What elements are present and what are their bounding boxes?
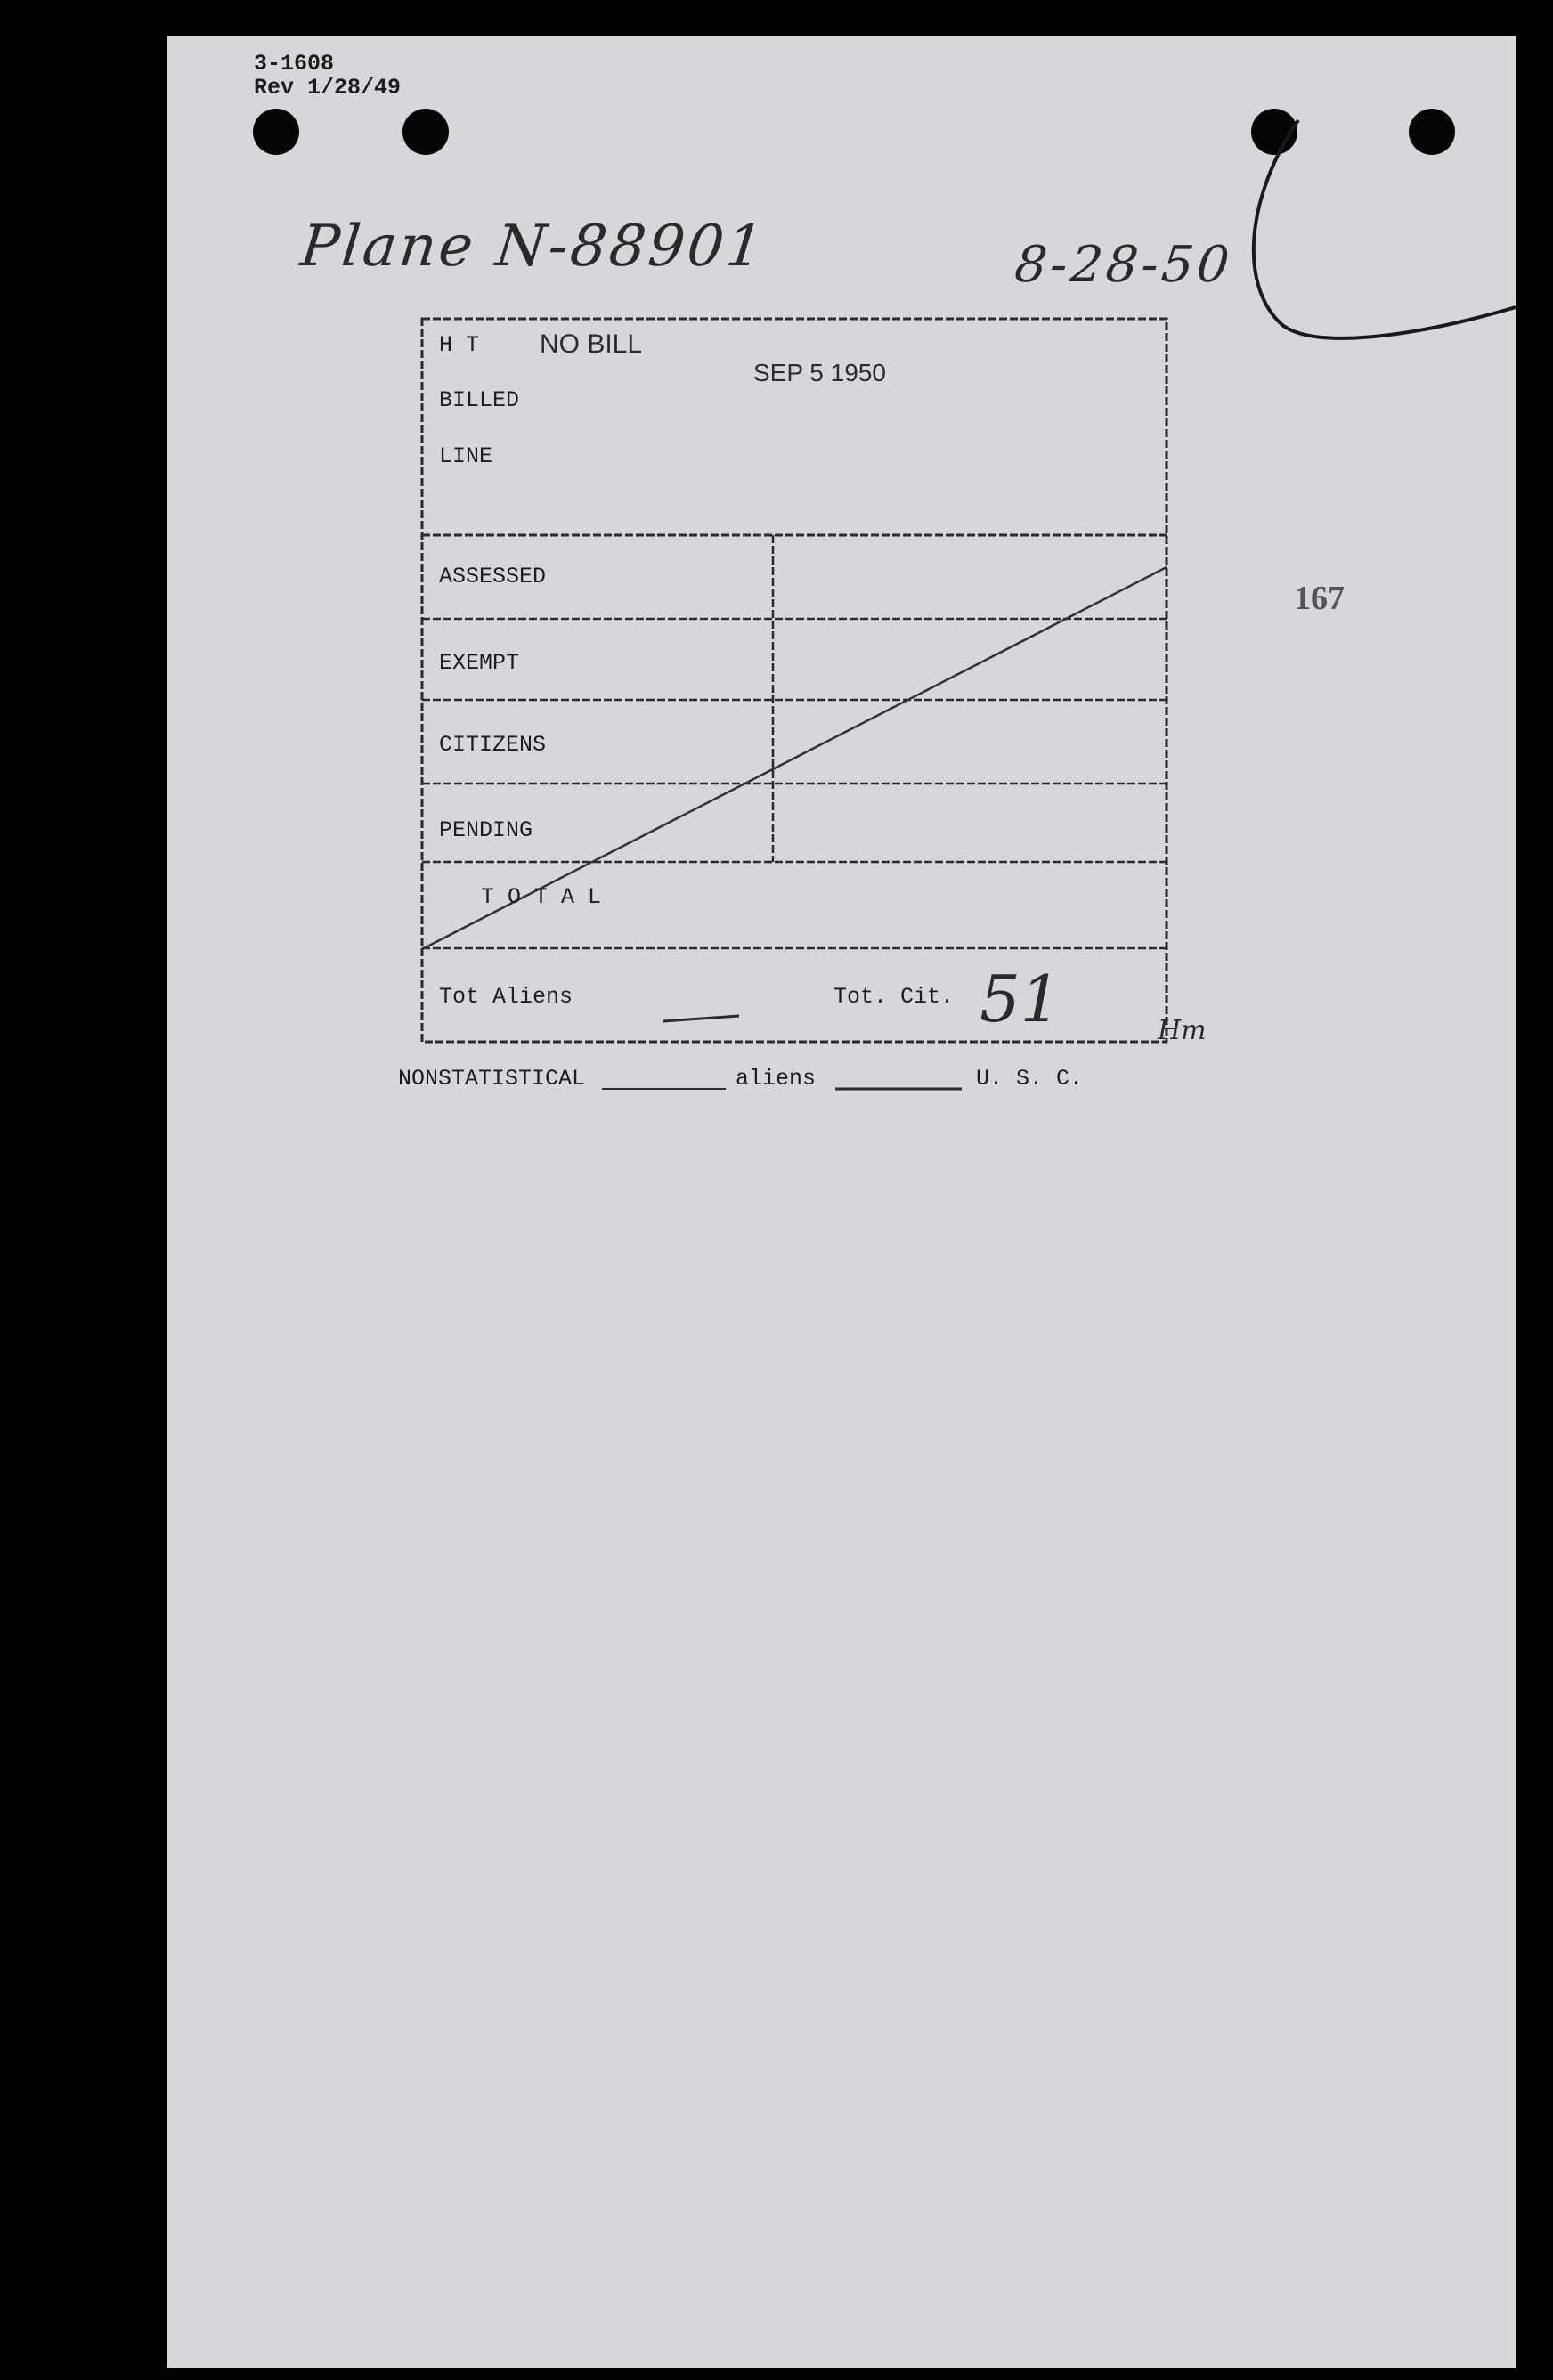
- pending-label: PENDING: [439, 817, 533, 843]
- form-number: 3-1608: [254, 51, 335, 77]
- tot-cit-label: Tot. Cit.: [833, 984, 955, 1010]
- exempt-label: EXEMPT: [439, 650, 520, 676]
- citizens-label: CITIZENS: [439, 732, 547, 758]
- page-number: 167: [1294, 580, 1345, 617]
- nonstatistical-label: NONSTATISTICAL: [398, 1066, 586, 1092]
- aliens-label: aliens: [736, 1066, 817, 1092]
- tot-aliens-label: Tot Aliens: [439, 984, 573, 1010]
- no-bill-stamp: NO BILL: [540, 329, 643, 359]
- form-box: [422, 319, 1167, 1042]
- tot-aliens-dash: [663, 1016, 739, 1021]
- date-stamp: SEP 5 1950: [753, 359, 886, 386]
- ht-label: H T: [439, 332, 480, 358]
- handwritten-bracket: [1254, 120, 1516, 338]
- line-label: LINE: [439, 443, 493, 469]
- handwritten-cit-count: 51: [980, 962, 1061, 1036]
- handwritten-date: 8-28-50: [1012, 236, 1236, 294]
- handwritten-initials: Hm: [1158, 1015, 1207, 1046]
- assessed-label: ASSESSED: [439, 564, 547, 589]
- usc-label: U. S. C.: [976, 1066, 1084, 1092]
- total-label: T O T A L: [481, 884, 602, 910]
- handwritten-plane-number: Plane N-88901: [297, 214, 769, 280]
- form-revision: Rev 1/28/49: [254, 75, 402, 101]
- billed-label: BILLED: [439, 387, 520, 413]
